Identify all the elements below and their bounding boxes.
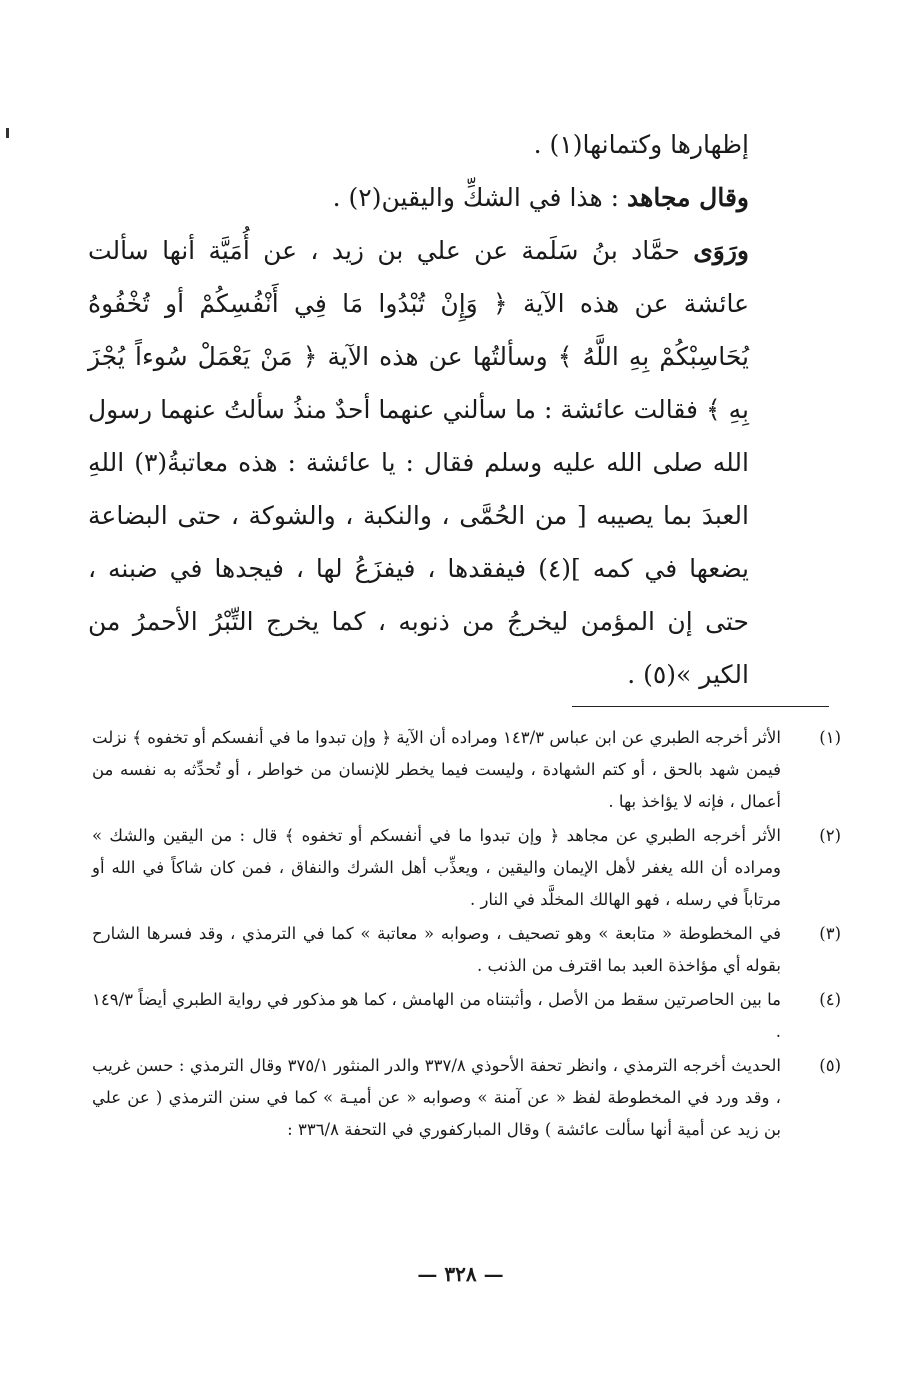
footnote-number: (١) xyxy=(819,728,841,747)
footnote-5 xyxy=(92,1050,841,1146)
page-number: — ٣٢٨ — xyxy=(417,1262,504,1286)
footnote-text: الأثر أخرجه الطبري عن ابن عباس ١٤٣/٣ ومراده أن الآية ﴿ وإن تبدوا ما في أنفسكم أو تخفوه ﴾ نزلت فيمن شهد بالحق ، أو كتم الشهادة ، وليست فيما يخطر للإنسان من خواطر ، أو تُحدِّثه به نفسه من أعمال ، فإنه لا يؤاخذ بها . xyxy=(92,728,781,811)
footnote-number: (٤) xyxy=(819,990,841,1009)
footnote-text: ما بين الحاصرتين سقط من الأصل ، وأثبتناه من الهامش ، كما هو مذكور في رواية الطبري أيضاً ١٤٩/٣ . xyxy=(92,990,781,1041)
footnote-3 xyxy=(92,918,841,982)
main-text xyxy=(88,118,749,701)
footnote-text: في المخطوطة « متابعة » وهو تصحيف ، وصوابه « معاتبة » كما في الترمذي ، وقد فسرها الشارح بقوله أي مؤاخذة العبد بما اقترف من الذنب . xyxy=(92,924,781,975)
paragraph-1 xyxy=(88,118,749,171)
paragraph-text: : هذا في الشكِّ واليقين(٢) . xyxy=(332,183,628,212)
paragraph-text: إظهارها وكتمانها(١) . xyxy=(533,130,749,159)
footnotes xyxy=(92,722,841,1148)
footnote-text: الحديث أخرجه الترمذي ، وانظر تحفة الأحوذي ٣٣٧/٨ والدر المنثور ٣٧٥/١ وقال الترمذي : حسن غريب ، وقد ورد في المخطوطة لفظ « عن آمنة » وصوابه « عن أميـة » كما في سنن الترمذي ( عن علي بن زيد عن أمية أنها سألت عائشة ) وقال المباركفوري في التحفة ٣٣٦/٨ : xyxy=(92,1056,781,1139)
paragraph-lead: ورَوَى xyxy=(693,236,749,265)
paragraph-text: حمَّاد بنُ سَلَمة عن علي بن زيد ، عن أُمَيَّة أنها سألت عائشة عن هذه الآية ﴿ وَإِنْ تُبْدُوا مَا فِي أَنْفُسِكُمْ أو تُخْفُوهُ يُحَاسِبْكُمْ بِهِ اللَّهُ ﴾ وسألتُها عن هذه الآية ﴿ مَنْ يَعْمَلْ سُوءاً يُجْزَ بِهِ ﴾ فقالت عائشة : ما سألني عنهما أحدٌ منذُ سألتُ عنهما رسول الله صلى الله عليه وسلم فقال : يا عائشة : هذه معاتبةُ(٣) اللهِ العبدَ بما يصيبه [ من الحُمَّى ، والنكبة ، والشوكة ، حتى البضاعة يضعها في كمه ](٤) فيفقدها ، فيفزَعُ لها ، فيجدها في ضبنه ، حتى إن المؤمن ليخرجُ من ذنوبه ، كما يخرج التِّبْرُ الأحمرُ من الكير »(٥) . xyxy=(88,236,750,689)
footnote-4 xyxy=(92,984,841,1048)
footnote-number: (٥) xyxy=(819,1056,841,1075)
footnote-number: (٢) xyxy=(819,826,841,845)
paragraph-3 xyxy=(88,224,749,701)
margin-mark xyxy=(6,128,9,138)
paragraph-lead: وقال مجاهد xyxy=(627,183,749,212)
footnote-text: الأثر أخرجه الطبري عن مجاهد ﴿ وإن تبدوا ما في أنفسكم أو تخفوه ﴾ قال : من اليقين والشك » ومراده أن الله يغفر لأهل الإيمان واليقين ، ويعذِّب أهل الشرك والنفاق ، فمن كان شاكاً في الله أو مرتاباً في رسله ، فهو الهالك المخلَّد في النار . xyxy=(92,826,781,909)
paragraph-2 xyxy=(88,171,749,224)
footnote-2 xyxy=(92,820,841,916)
footnote-number: (٣) xyxy=(819,924,841,943)
footnote-1 xyxy=(92,722,841,818)
footnote-separator xyxy=(572,706,829,707)
